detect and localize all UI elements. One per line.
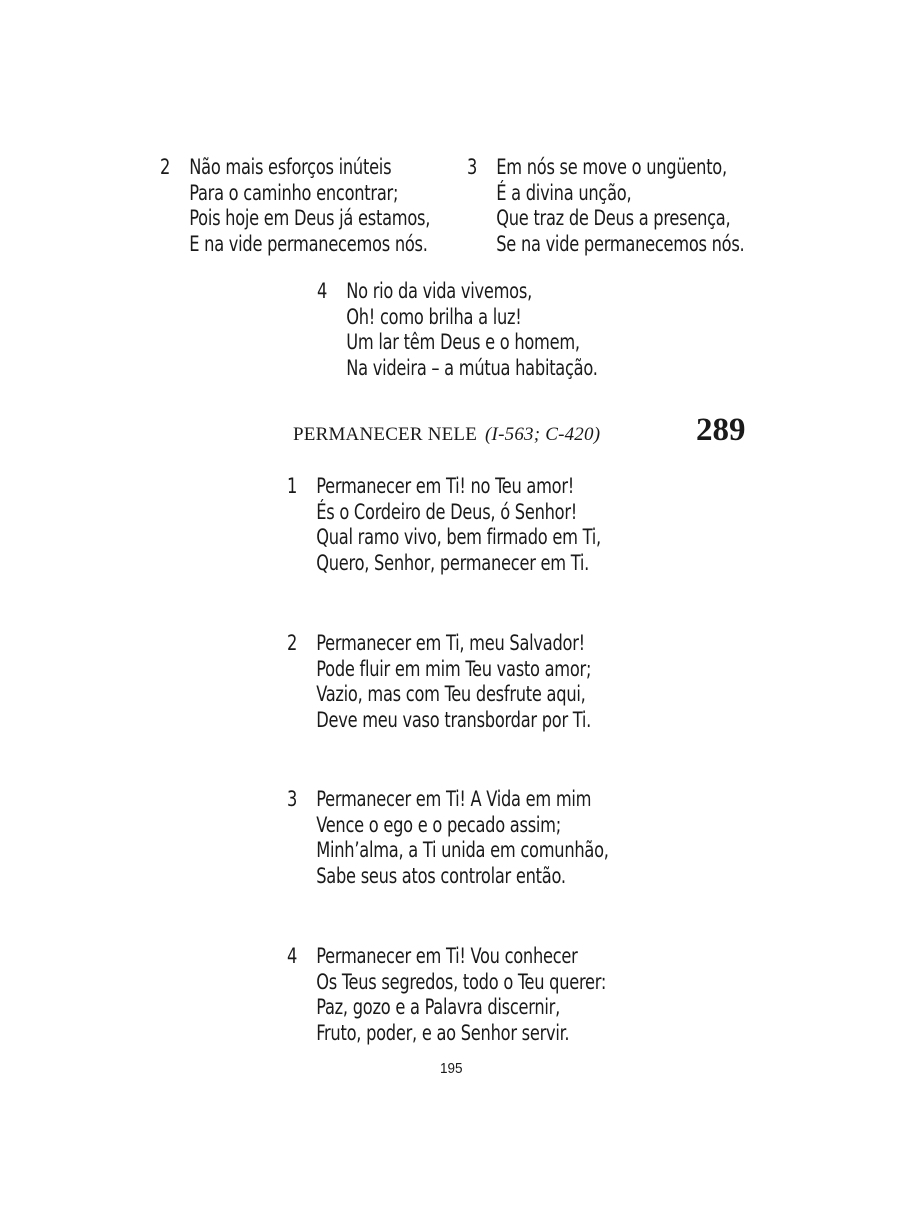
verse-line: Quero, Senhor, permanecer em Ti. bbox=[316, 550, 590, 575]
verse-line: Oh! como brilha a luz! bbox=[346, 304, 522, 329]
verse-line: Vence o ego e o pecado assim; bbox=[316, 812, 561, 837]
verse-number: 2 bbox=[160, 155, 171, 179]
verse-number: 4 bbox=[317, 279, 328, 303]
verse-line: Paz, gozo e a Palavra discernir, bbox=[316, 995, 560, 1019]
verse-line: Deve meu vaso transbordar por Ti. bbox=[316, 707, 592, 732]
verse-line: Permanecer em Ti! Vou conhecer bbox=[316, 944, 578, 968]
verse-line: Pois hoje em Deus já estamos, bbox=[189, 206, 431, 230]
page-number: 195 bbox=[440, 1060, 463, 1077]
verse-line: Qual ramo vivo, bem firmado em Ti, bbox=[316, 525, 601, 549]
verse-line: Permanecer em Ti, meu Salvador! bbox=[316, 631, 585, 655]
verse-line: Permanecer em Ti! A Vida em mim bbox=[316, 787, 592, 811]
verse-number: 3 bbox=[287, 787, 298, 811]
verse-line: Um lar têm Deus e o homem, bbox=[346, 330, 580, 354]
verse-line: Não mais esforços inúteis bbox=[189, 155, 392, 179]
verse-line: Que traz de Deus a presença, bbox=[496, 206, 731, 230]
verse-line: Os Teus segredos, todo o Teu querer: bbox=[316, 969, 607, 994]
verse-number: 4 bbox=[287, 944, 298, 968]
verse-line: Vazio, mas com Teu desfrute aqui, bbox=[316, 682, 586, 706]
verse-line: Se na vide permanecemos nós. bbox=[496, 231, 745, 256]
verse-line: E na vide permanecemos nós. bbox=[189, 231, 428, 256]
verse-number: 3 bbox=[467, 155, 478, 179]
verse-line: É a divina unção, bbox=[496, 180, 632, 205]
verse-line: Minh’alma, a Ti unida em comunhão, bbox=[316, 838, 609, 862]
hymn-reference: (I-563; C-420) bbox=[485, 424, 601, 445]
verse-line: Em nós se move o ungüento, bbox=[496, 155, 727, 179]
verse-number: 1 bbox=[287, 474, 298, 498]
hymn-number: 289 bbox=[696, 412, 746, 448]
hymn-title-text: PERMANECER NELE bbox=[293, 424, 478, 445]
hymn-title bbox=[293, 424, 600, 446]
verse-line: Para o caminho encontrar; bbox=[189, 180, 399, 205]
verse-line: No rio da vida vivemos, bbox=[346, 279, 532, 303]
verse-line: Sabe seus atos controlar então. bbox=[316, 863, 566, 888]
verse-line: Pode fluir em mim Teu vasto amor; bbox=[316, 656, 592, 681]
verse-line: Permanecer em Ti! no Teu amor! bbox=[316, 474, 575, 498]
verse-line: Fruto, poder, e ao Senhor servir. bbox=[316, 1020, 570, 1045]
verse-number: 2 bbox=[287, 631, 298, 655]
verse-line: Na videira – a mútua habitação. bbox=[346, 355, 598, 380]
verse-line: És o Cordeiro de Deus, ó Senhor! bbox=[316, 499, 578, 524]
